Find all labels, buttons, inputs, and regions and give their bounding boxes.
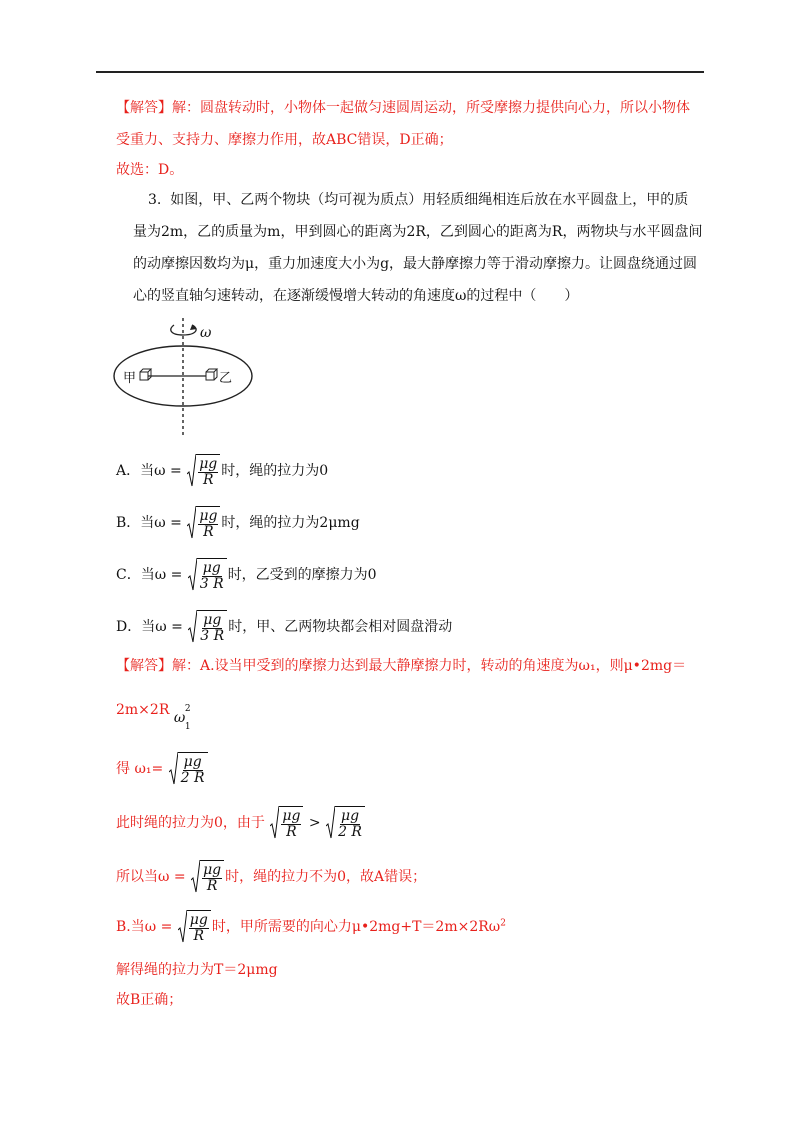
answer3-line6: B.当ω = $\frac{\mu g}{R}$ 时，甲所需要的向心力$\mu•2mg+T=2m\times 2R\omega^2$	[116, 911, 506, 944]
block-yi-icon	[206, 369, 217, 380]
sqrt-formula: $\frac{\mu g}{2 R}$	[169, 752, 208, 786]
answer1-line1: 【解答】解：圆盘转动时，小物体一起做匀速圆周运动，所受摩擦力提供向心力，所以小物体	[116, 100, 690, 116]
header-rule	[96, 71, 704, 73]
answer3-tag: 【解答】	[116, 658, 172, 674]
sqrt-formula: $\frac{\mu g}{R}$	[187, 454, 220, 488]
question-number: 3.	[148, 192, 162, 208]
answer1-line2: 受重力、支持力、摩擦力作用，故ABC错误，D正确；	[116, 132, 453, 148]
omega-label: ω	[200, 325, 212, 341]
option-b[interactable]: B．当ω = $\frac{\mu g}{R}$ 时，绳的拉力为2μmg	[116, 507, 360, 540]
answer3-line3: 得 ω₁= $\frac{\mu g}{2 R}$	[116, 752, 209, 786]
question3-line3: 的动摩擦因数均为μ，重力加速度大小为g，最大静摩擦力等于滑动摩擦力。让圆盘绕通过圆	[133, 256, 698, 272]
answer3-line1: 【解答】解：A.设当甲受到的摩擦力达到最大静摩擦力时，转动的角速度为ω₁，则μ•2mg＝	[116, 658, 687, 674]
sqrt-formula: $\frac{\mu g}{2 R}$	[326, 806, 365, 840]
block-jia-icon	[140, 369, 151, 380]
answer3-line7: 解得绳的拉力为T＝2μmg	[116, 962, 278, 978]
option-a[interactable]: A．当ω = $\frac{\mu g}{R}$ 时，绳的拉力为0	[116, 455, 329, 488]
option-d[interactable]: D．当ω = $\frac{\mu g}{3 R}$ 时，甲、乙两物块都会相对圆盘滑动	[116, 611, 453, 644]
sqrt-formula: $\frac{\mu g}{R}$	[191, 860, 224, 894]
question3-line1: 3. 如图，甲、乙两个物块（均可视为质点）用轻质细绳相连后放在水平圆盘上，甲的质	[148, 192, 689, 208]
sqrt-formula: $\frac{\mu g}{R}$	[178, 910, 211, 944]
sqrt-formula: $\frac{\mu g}{3 R}$	[188, 610, 227, 644]
question3-line2: 量为2m，乙的质量为m，甲到圆心的距离为2R，乙到圆心的距离为R，两物块与水平圆盘间	[133, 224, 703, 240]
rotating-disc-figure	[112, 316, 260, 440]
label-yi: 乙	[219, 371, 233, 386]
answer3-line5: 所以当ω = $\frac{\mu g}{R}$ 时，绳的拉力不为0，故A错误；	[116, 861, 427, 894]
answer3-line8: 故B正确；	[116, 992, 183, 1008]
answer3-line2: 2m×2R ω 1 2	[116, 702, 191, 732]
answer1-conclusion: 故选：D。	[116, 162, 184, 178]
option-c[interactable]: C．当ω = $\frac{\mu g}{3 R}$ 时，乙受到的摩擦力为0	[116, 559, 377, 592]
label-jia: 甲	[123, 371, 137, 386]
question3-line4: 心的竖直轴匀速转动，在逐渐缓慢增大转动的角速度ω的过程中（ ）	[133, 288, 579, 304]
sqrt-formula: $\frac{\mu g}{R}$	[270, 806, 303, 840]
answer1-tag: 【解答】	[116, 100, 172, 116]
answer3-line4: 此时绳的拉力为0，由于 $\frac{\mu g}{R}$ > $\frac{\mu g}{2 R}$	[116, 806, 366, 840]
sqrt-formula: $\frac{\mu g}{3 R}$	[188, 558, 227, 592]
sqrt-formula: $\frac{\mu g}{R}$	[187, 506, 220, 540]
